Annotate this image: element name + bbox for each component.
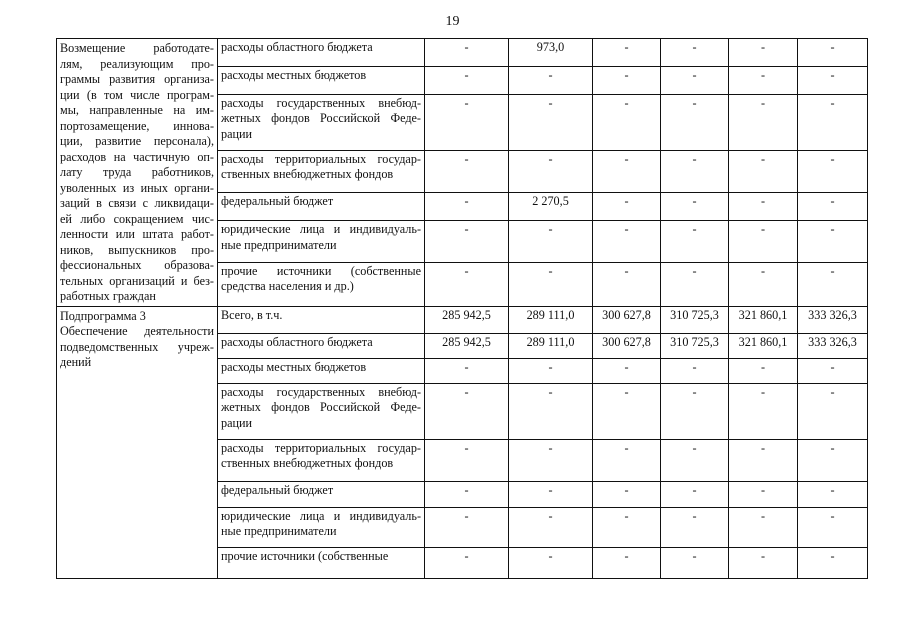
year-value-cell: - <box>661 221 729 262</box>
year-value-cell: - <box>509 262 593 306</box>
program-description <box>57 306 218 578</box>
year-value-cell: - <box>798 150 868 193</box>
year-value-cell: - <box>509 94 593 150</box>
year-value-cell: - <box>593 262 661 306</box>
description-line: мы, направленные на им- <box>60 103 214 117</box>
year-value-cell: - <box>798 507 868 547</box>
year-value-cell: - <box>509 358 593 383</box>
year-value-cell: - <box>509 507 593 547</box>
year-value-cell: - <box>593 66 661 94</box>
year-value-cell: - <box>798 439 868 481</box>
year-value-cell: - <box>593 193 661 221</box>
year-value-cell: - <box>729 94 798 150</box>
year-value-cell: - <box>425 262 509 306</box>
year-value-cell: - <box>661 358 729 383</box>
year-value-cell: - <box>425 193 509 221</box>
year-value-cell: - <box>593 383 661 439</box>
year-value-cell: - <box>509 221 593 262</box>
year-value-cell: 321 860,1 <box>729 306 798 333</box>
year-value-cell: - <box>729 66 798 94</box>
year-value-cell: - <box>425 94 509 150</box>
year-value-cell: 333 326,3 <box>798 333 868 358</box>
year-value-cell: - <box>661 439 729 481</box>
year-value-cell: - <box>425 547 509 578</box>
description-line: фессиональных образова- <box>60 258 214 272</box>
year-value-cell: - <box>593 150 661 193</box>
year-value-cell: 333 326,3 <box>798 306 868 333</box>
year-value-cell: 285 942,5 <box>425 306 509 333</box>
page-number: 19 <box>445 14 460 29</box>
year-value-cell: - <box>729 439 798 481</box>
year-value-cell: - <box>593 439 661 481</box>
year-value-cell: 321 860,1 <box>729 333 798 358</box>
description-line: дений <box>60 355 92 369</box>
year-value-cell: 285 942,5 <box>425 333 509 358</box>
funding-source: прочие источники (собственные средства населения и др.) <box>218 262 425 306</box>
year-value-cell: 310 725,3 <box>661 333 729 358</box>
year-value-cell: - <box>509 547 593 578</box>
year-value-cell: - <box>425 481 509 507</box>
year-value-cell: - <box>661 94 729 150</box>
year-value-cell: - <box>798 94 868 150</box>
year-value-cell: - <box>729 150 798 193</box>
description-line: лям, реализующим про- <box>60 56 214 71</box>
year-value-cell: - <box>593 39 661 67</box>
funding-source: расходы областного бюджета <box>218 39 425 67</box>
year-value-cell: - <box>509 150 593 193</box>
year-value-cell: - <box>661 507 729 547</box>
year-value-cell: - <box>661 481 729 507</box>
budget-table <box>56 38 868 579</box>
year-value-cell: - <box>593 507 661 547</box>
year-value-cell: - <box>593 94 661 150</box>
year-value-cell: - <box>425 383 509 439</box>
description-line: расходов на частичную оп- <box>60 149 214 164</box>
year-value-cell: - <box>425 66 509 94</box>
year-value-cell: - <box>729 193 798 221</box>
year-value-cell: - <box>661 547 729 578</box>
year-value-cell: 289 111,0 <box>509 306 593 333</box>
funding-source: расходы государственных внебюд-жетных фондов Российской Феде-рации <box>218 94 425 150</box>
funding-source: расходы территориальных государ-ственных внебюджетных фондов <box>218 439 425 481</box>
description-line: Обеспечение деятельности <box>60 324 214 338</box>
funding-source: федеральный бюджет <box>218 481 425 507</box>
year-value-cell: - <box>593 481 661 507</box>
year-value-cell: - <box>729 39 798 67</box>
program-description <box>57 39 218 307</box>
description-line: ников, выпускников про- <box>60 242 214 257</box>
funding-source: прочие источники (собственные <box>218 547 425 578</box>
table-row <box>57 306 868 333</box>
year-value-cell: - <box>661 150 729 193</box>
year-value-cell: - <box>425 358 509 383</box>
year-value-cell: - <box>729 358 798 383</box>
description-line: ленности или штата работ- <box>60 227 214 241</box>
year-value-cell: - <box>661 193 729 221</box>
year-value-cell: - <box>798 547 868 578</box>
description-line: ции, развитие персонала), <box>60 134 214 148</box>
year-value-cell: - <box>425 221 509 262</box>
year-value-cell: - <box>509 439 593 481</box>
funding-source: юридические лица и индивидуаль-ные предприниматели <box>218 221 425 262</box>
year-value-cell: 300 627,8 <box>593 306 661 333</box>
funding-source: федеральный бюджет <box>218 193 425 221</box>
year-value-cell: - <box>593 547 661 578</box>
year-value-cell: - <box>729 262 798 306</box>
description-line: заций в связи с ликвидаци- <box>60 196 214 210</box>
description-line: Подпрограмма 3 <box>60 308 146 323</box>
description-line: тельных организаций и без- <box>60 273 214 288</box>
funding-source: юридические лица и индивидуаль-ные предприниматели <box>218 507 425 547</box>
funding-source: Всего, в т.ч. <box>218 306 425 333</box>
funding-source: расходы местных бюджетов <box>218 66 425 94</box>
year-value-cell: - <box>798 221 868 262</box>
year-value-cell: - <box>729 547 798 578</box>
description-line: Возмещение работодате- <box>60 41 214 55</box>
description-line: портозамещение, иннова- <box>60 118 214 133</box>
year-value-cell: - <box>798 358 868 383</box>
description-line: ей либо сокращением чис- <box>60 211 214 226</box>
year-value-cell: - <box>593 221 661 262</box>
year-value-cell: - <box>729 221 798 262</box>
year-value-cell: - <box>729 383 798 439</box>
description-line: уволенных из иных органи- <box>60 180 214 195</box>
year-value-cell: - <box>798 193 868 221</box>
year-value-cell: - <box>729 507 798 547</box>
description-line: граммы развития организа- <box>60 72 214 86</box>
year-value-cell: - <box>661 383 729 439</box>
description-line: лату труда работников, <box>60 165 214 179</box>
description-line: работных граждан <box>60 289 156 303</box>
year-value-cell: - <box>661 262 729 306</box>
funding-source: расходы государственных внебюд-жетных фондов Российской Феде-рации <box>218 383 425 439</box>
year-value-cell: - <box>661 66 729 94</box>
year-value-cell: - <box>425 39 509 67</box>
year-value-cell: - <box>798 39 868 67</box>
year-value-cell: 2 270,5 <box>509 193 593 221</box>
year-value-cell: 289 111,0 <box>509 333 593 358</box>
funding-source: расходы местных бюджетов <box>218 358 425 383</box>
year-value-cell: - <box>798 66 868 94</box>
year-value-cell: - <box>661 39 729 67</box>
year-value-cell: - <box>798 262 868 306</box>
table-row <box>57 39 868 67</box>
year-value-cell: - <box>509 66 593 94</box>
description-line: ции (в том числе програм- <box>60 87 214 102</box>
year-value-cell: - <box>798 383 868 439</box>
year-value-cell: - <box>509 481 593 507</box>
year-value-cell: 300 627,8 <box>593 333 661 358</box>
year-value-cell: 310 725,3 <box>661 306 729 333</box>
funding-source: расходы территориальных государ-ственных внебюджетных фондов <box>218 150 425 193</box>
year-value-cell: - <box>509 383 593 439</box>
year-value-cell: - <box>593 358 661 383</box>
year-value-cell: - <box>729 481 798 507</box>
year-value-cell: - <box>425 507 509 547</box>
funding-source: расходы областного бюджета <box>218 333 425 358</box>
year-value-cell: - <box>425 439 509 481</box>
year-value-cell: - <box>798 481 868 507</box>
year-value-cell: - <box>425 150 509 193</box>
year-value-cell: 973,0 <box>509 39 593 67</box>
description-line: подведомственных учреж- <box>60 339 214 354</box>
